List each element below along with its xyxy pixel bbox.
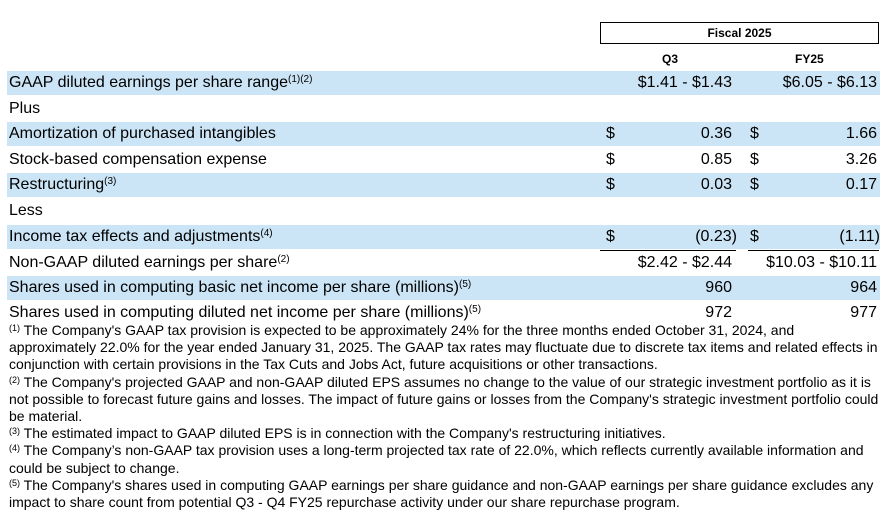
row-label: Plus [9,100,41,117]
column-header-fy25: FY25 [795,52,824,66]
row-plus [7,97,880,121]
row-label: Restructuring$^{(3)}$ [9,176,117,193]
dollar-sign: $ [750,125,759,142]
row-gaap-eps [7,71,880,95]
q3-value: 960 [705,279,732,296]
row-label: Non-GAAP diluted earnings per share$^{(2)}$ [9,254,290,271]
row-label: Less [9,202,43,219]
row-label: Stock-based compensation expense [9,151,267,168]
fy25-value: $10.03 - $10.11 [766,254,877,271]
dollar-sign: $ [606,228,615,245]
row-label: GAAP diluted earnings per share range$^{(1)(2)}$ [9,74,313,91]
fy25-value: 3.26 [845,151,877,168]
dollar-sign: $ [750,151,759,168]
dollar-sign: $ [750,176,759,193]
fy25-value: 977 [850,304,877,321]
dollar-sign: $ [606,176,615,193]
row-nongaap-eps [7,251,880,275]
q3-value: $2.42 - $2.44 [637,254,732,271]
footnote: $^{(3)}$ The estimated impact to GAAP diluted EPS is in connection with the Company's restructuring initiatives. [9,425,666,442]
fy25-value: 964 [850,279,877,296]
row-stock-based-compensation [7,148,880,172]
footnote: $^{(5)}$ The Company's shares used in computing GAAP earnings per share guidance and non-GAAP earnings per share guidance excludes any impact to share count from potential Q3 - Q4 FY25 repurchase activity under our share repurchase program. [9,476,874,511]
row-income-tax [7,225,880,249]
footnote: $^{(4)}$ The Company’s non-GAAP tax provision uses a long-term projected tax rate of 22.0%, which reflects currently available information and could be subject to change. [9,442,864,476]
column-header-q3: Q3 [662,52,679,66]
q3-value: 0.85 [700,151,732,168]
row-basic-shares [7,276,880,300]
fy25-value: (1.11) [839,228,880,245]
q3-value: 972 [705,304,732,321]
q3-value: 0.36 [700,125,732,142]
footnotes [9,322,879,511]
dollar-sign: $ [606,151,615,168]
q3-value: 0.03 [700,176,732,193]
row-label: Shares used in computing basic net income per share (millions)$^{(5)}$ [9,279,472,296]
dollar-sign: $ [750,228,759,245]
row-amortization [7,122,880,146]
row-restructuring [7,173,880,197]
footnote: $^{(2)}$ The Company's projected GAAP and non-GAAP diluted EPS assumes no change to the value of our strategic investment portfolio as it is not possible to forecast future gains and losses. The impact of future gains or losses from the Company's strategic investment portfolio could be material. [9,373,879,425]
q3-value: (0.23) [695,228,737,245]
footnote: $^{(1)}$ The Company's GAAP tax provision is expected to be approximately 24% for the three months ended October 31, 2024, and approximately 22.0% for the year ended January 31, 2025. The GAAP tax rates may fluctuate due to discrete tax items and related effects in conjunction with certain provisions in the Tax Cuts and Jobs Act, future acquisitions or other transactions. [9,322,878,373]
row-label: Income tax effects and adjustments$^{(4)}$ [9,228,273,245]
row-label: Shares used in computing diluted net income per share (millions)$^{(5)}$ [9,304,482,321]
fy25-value: 1.66 [845,125,877,142]
row-label: Amortization of purchased intangibles [9,125,276,142]
fy25-value: 0.17 [845,176,877,193]
q3-value: $1.41 - $1.43 [637,74,732,91]
fy25-value: $6.05 - $6.13 [782,74,877,91]
fiscal-year-header: Fiscal 2025 [600,22,879,44]
dollar-sign: $ [606,125,615,142]
row-less [7,199,880,223]
